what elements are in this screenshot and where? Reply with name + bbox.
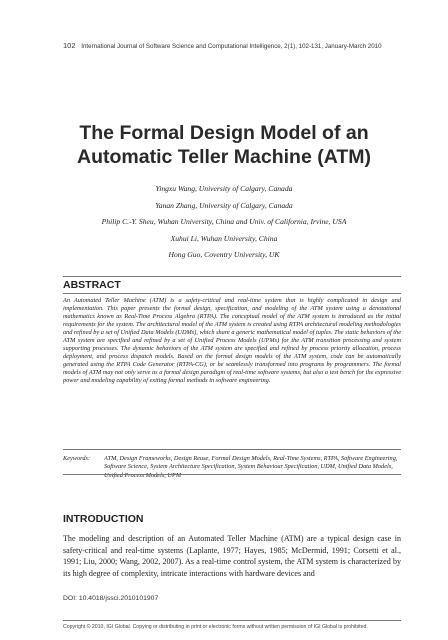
- author-line: Xuhui Li, Wuhan University, China: [170, 233, 278, 243]
- introduction-text: The modeling and description of an Automated Teller Machine (ATM) are a typical design case in safety-critical and real-time systems (Laplante, 1977; Hayes, 1985; McDermid, 1991; Corsetti et al., 1991; Liu, 2000; Wang, 2002, 2007). As a real-time control system, the ATM system is characterized by its high degree of complexity, intricate interactions with hardware devices and: [63, 534, 401, 578]
- abstract-heading: ABSTRACT: [63, 279, 121, 291]
- author-line: Yanan Zhang, University of Calgary, Canada: [155, 200, 293, 210]
- author-list: [40, 181, 408, 264]
- keywords-label: Keywords:: [63, 455, 91, 462]
- page-number: 102: [63, 41, 76, 50]
- paper-title: The Formal Design Model of an Automatic Teller Machine (ATM): [77, 122, 371, 168]
- keywords-bottom-rule: [63, 474, 401, 475]
- keywords-top-rule: [63, 449, 401, 450]
- author-line: Yingxu Wang, University of Calgary, Canada: [155, 184, 293, 193]
- keywords-text: ATM, Design Frameworks, Design Reuse, Formal Design Models, Real-Time Systems, RTPA, Software Engineering, Software Science, System Architecture Specification, System Behaviour Specification, UDM, Unified Data Models, Unified Process Models, UPM: [104, 455, 398, 479]
- footer-rule: [63, 620, 401, 621]
- abstract-top-rule: [63, 276, 401, 277]
- abstract-heading-rule: [63, 293, 401, 294]
- abstract-text: An Automated Teller Machine (ATM) is a safety-critical and real-time system that is highly complicated in design and implementation. This paper presents the formal design, specification, and modeling of the ATM system using a denotational mathematics known as Real-Time Process Algebra (RTPA). The conceptual model of the ATM system is introduced as the initial requirements for the system. The architectural model of the ATM system is created using RTPA architectural modeling methodologies and refined by a set of Unified Data Models (UDMs), which share a generic mathematical model of tuples. The static behaviors of the ATM system are specified and refined by a set of Unified Process Models (UPMs) for the ATM transition processing and system supporting processes. The dynamic behaviors of the ATM system are specified and refined by process priority allocation, process deployment, and process dispatch models. Based on the formal design models of the ATM system, code can be automatically generated using the RTPA Code Generator (RTPA-CG), or be seamlessly transformed into programs by programmers. The formal models of ATM may not only serve as a formal design paradigm of real-time software systems, but also a test bench for the expressive power and modeling capability of exiting formal methods in software engineering.: [63, 297, 401, 385]
- running-head: [63, 41, 413, 50]
- doi-link[interactable]: DOI: 10.4018/jssci.2010101907: [63, 595, 159, 602]
- copyright-notice: Copyright © 2010, IGI Global. Copying or distributing in print or electronic forms without written permission of IGI Global is prohibited.: [63, 624, 368, 630]
- author-line: Hong Guo, Coventry University, UK: [168, 250, 280, 259]
- author-line: Philip C.-Y. Sheu, Wuhan University, China and Univ. of California, Irvine, USA: [101, 217, 347, 226]
- introduction-heading: INTRODUCTION: [63, 513, 144, 525]
- journal-citation: International Journal of Software Science and Computational Intelligence, 2(1), 102-131, January-March 2010: [81, 43, 382, 50]
